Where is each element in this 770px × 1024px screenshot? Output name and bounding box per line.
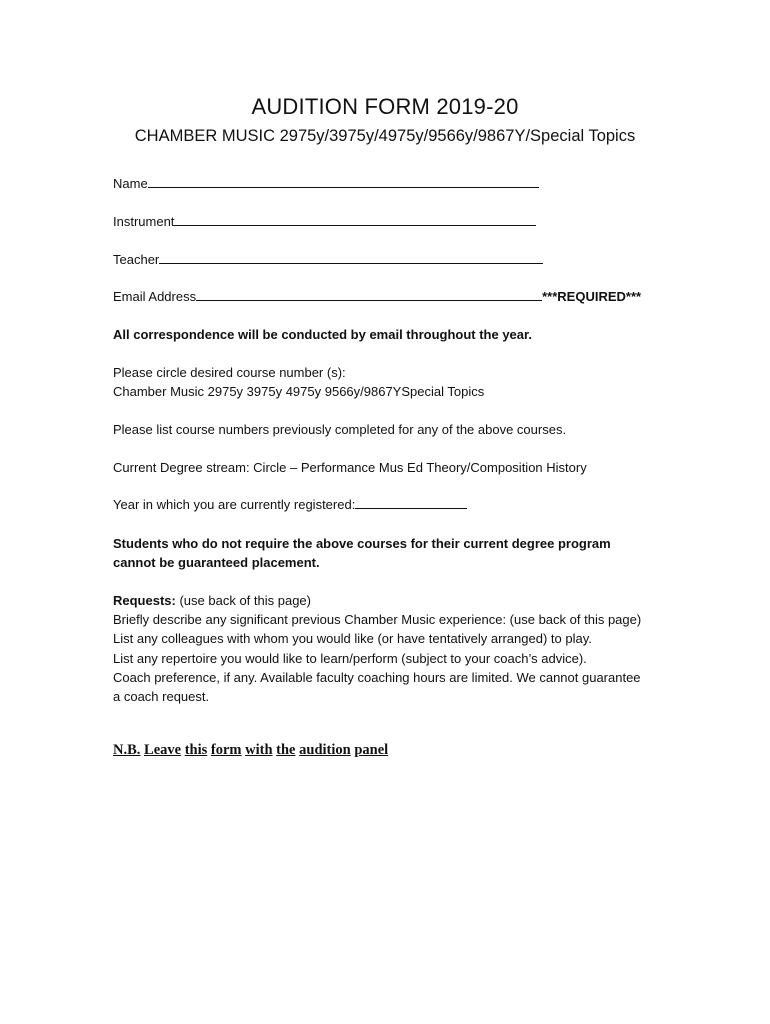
email-blank-line[interactable] <box>196 287 542 301</box>
required-note: ***REQUIRED*** <box>542 289 642 304</box>
instrument-field-row <box>113 212 536 231</box>
teacher-blank-line[interactable] <box>159 250 543 264</box>
placement-warning: Students who do not require the above courses for their current degree program cannot be guaranteed placement. <box>113 536 611 571</box>
requests-heading-note: (use back of this page) <box>175 593 311 608</box>
requests-heading-row <box>113 591 643 610</box>
request-item-repertoire: List any repertoire you would like to learn/perform (subject to your coach’s advice). <box>113 650 587 666</box>
course-circle-prompt: Please circle desired course number (s): <box>113 365 346 380</box>
form-title: AUDITION FORM 2019-20 <box>251 94 519 119</box>
instrument-label: Instrument <box>113 214 175 229</box>
course-circle-options: Chamber Music 2975y 3975y 4975y 9566y/9867YSpecial Topics <box>113 384 485 399</box>
correspondence-note: All correspondence will be conducted by email throughout the year. <box>113 327 532 342</box>
instrument-blank-line[interactable] <box>174 212 536 226</box>
nb-word: the <box>276 742 296 758</box>
email-field-row <box>113 287 641 306</box>
request-item-experience: Briefly describe any significant previous Chamber Music experience: (use back of this page) <box>113 612 642 628</box>
nb-note <box>113 742 388 759</box>
name-label: Name <box>113 176 148 191</box>
teacher-label: Teacher <box>113 252 160 267</box>
email-label: Email Address <box>113 289 197 304</box>
request-item-coach: Coach preference, if any. Available faculty coaching hours are limited. We cannot guarantee a coach request. <box>113 669 641 705</box>
nb-word: N.B. <box>113 742 141 758</box>
nb-word: panel <box>354 742 389 758</box>
requests-section <box>113 591 643 706</box>
degree-stream: Current Degree stream: Circle – Performance Mus Ed Theory/Composition History <box>113 460 587 475</box>
previous-courses-prompt: Please list course numbers previously completed for any of the above courses. <box>113 422 567 437</box>
name-blank-line[interactable] <box>148 174 539 188</box>
form-subtitle: CHAMBER MUSIC 2975y/3975y/4975y/9566y/9867Y/Special Topics <box>134 127 636 145</box>
nb-word: audition <box>299 742 351 758</box>
nb-word: this <box>184 742 208 758</box>
year-field-row <box>113 495 467 514</box>
year-blank-line[interactable] <box>355 495 467 509</box>
name-field-row <box>113 174 539 193</box>
teacher-field-row <box>113 250 543 269</box>
year-label: Year in which you are currently registered: <box>113 497 356 512</box>
request-item-colleagues: List any colleagues with whom you would like (or have tentatively arranged) to play. <box>113 631 592 647</box>
nb-word: Leave <box>144 742 182 758</box>
nb-word: form <box>210 742 242 758</box>
nb-word: with <box>245 742 273 758</box>
requests-heading: Requests: <box>113 593 176 608</box>
